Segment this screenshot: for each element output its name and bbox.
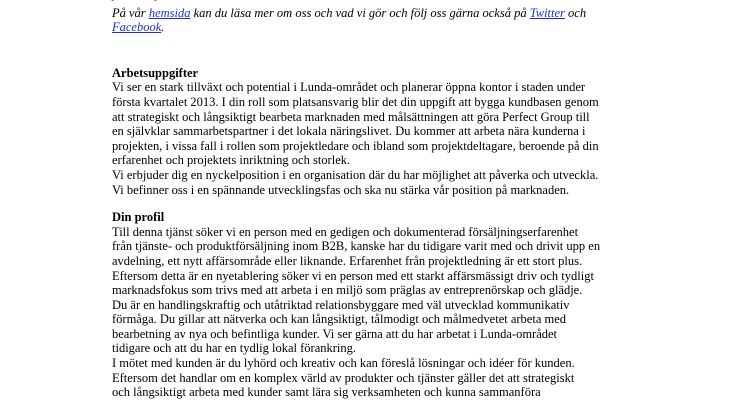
intro-paragraph [112, 6, 732, 35]
intro-cut-line [112, 0, 732, 2]
text-line: erfarenhet och projektets inriktning och storlek. [112, 153, 351, 168]
text-line: Du är en handlingskraftig och utåtriktad relationsbyggare med väl utvecklad kommunikativ [112, 297, 570, 312]
hemsida-link[interactable]: hemsida [148, 5, 191, 20]
intro-text-pre: På vår [112, 5, 149, 20]
heading-arbetsuppgifter: Arbetsuppgifter [112, 65, 199, 80]
text-line: marknadsfokus som trivs med att arbeta i en miljö som präglas av entreprenörskap och glädje. [112, 283, 583, 298]
twitter-link[interactable]: Twitter [529, 5, 565, 20]
document-page [112, 0, 732, 400]
text-line: Vi befinner oss i en spännande utvecklingsfas och ska nu stärka vår position på marknaden. [112, 182, 570, 197]
text-line: projekten, i vissa fall i rollen som projektledare och ibland som projektdeltagare, beroende på din [112, 138, 599, 153]
text-line: I mötet med kunden är du lyhörd och kreativ och kan föreslå lösningar och idéer för kunden. [112, 356, 575, 371]
text-line: att strategiskt och långsiktigt bearbeta marknaden med målsättningen att göra Perfect Group till [112, 109, 590, 124]
text-line: en självklar sammarbetspartner i det lokala näringslivet. Du kommer att arbeta nära kunderna i [112, 124, 586, 139]
text-line: Vi ser en stark tillväxt och potential i Lunda-området och planerar öppna kontor i staden under [112, 80, 586, 95]
text-line: avdelning, ett nytt affärsområde eller liknande. Erfarenhet från projektledning är ett stort plus. [112, 253, 583, 268]
text-line: Vi erbjuder dig en nyckelposition i en organisation där du har möjlighet att påverka och utveckla. [112, 167, 599, 182]
intro-text-mid: kan du läsa mer om oss och vad vi gör och följ oss gärna också på [190, 5, 530, 20]
intro-text-end: . [161, 20, 165, 35]
text-line: från tjänste- och produktförsäljning inom B2B, kanske har du tidigare varit med och drivit upp en [112, 239, 601, 254]
facebook-link[interactable]: Facebook [112, 20, 162, 35]
text-line: bearbetning av nya och befintliga kunder. Vi ser gärna att du har arbetat i Lunda-området [112, 326, 558, 341]
text-line: Till denna tjänst söker vi en person med en gedigen och dokumenterad försäljningserfarenhet [112, 224, 579, 239]
text-line: och långsiktigt arbeta med kunder samt lära sig verksamheten och kunna sammanföra [112, 385, 541, 400]
text-line: första kvartalet 2013. I din roll som platsansvarig blir det din uppgift att bygga kundbasen genom [112, 94, 599, 109]
text-line: tidigare och att du har en tydlig lokal förankring. [112, 341, 357, 356]
section-arbetsuppgifter [112, 66, 732, 197]
heading-din-profil: Din profil [112, 210, 165, 225]
text-line: Eftersom detta är en nyetablering söker vi en person med ett starkt affärsmässigt driv och tydligt [112, 268, 594, 283]
text-line: Eftersom det handlar om en komplex värld av produkter och tjänster gäller det att strategiskt [112, 370, 575, 385]
intro-text-and: och [564, 5, 587, 20]
text-line: förmåga. Du gillar att nätverka och kan långsiktigt, tålmodigt och målmedvetet arbeta med [112, 312, 567, 327]
section-din-profil [112, 210, 732, 400]
intro-block [112, 0, 732, 35]
